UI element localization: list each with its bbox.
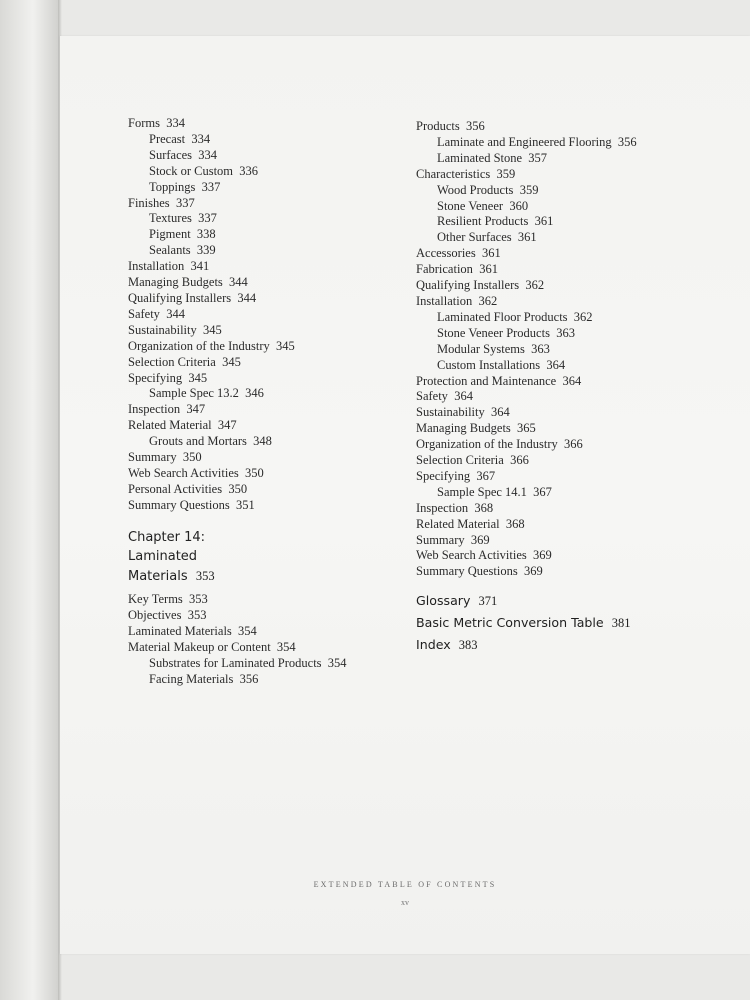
toc-entry-page: 365: [517, 421, 536, 436]
toc-entry: [128, 592, 408, 608]
toc-entry-page: 348: [253, 434, 272, 449]
toc-entry-title: Qualifying Installers: [128, 290, 232, 305]
toc-entry-page: 356: [466, 119, 485, 133]
toc-entry-title: Facing Materials: [149, 671, 234, 686]
toc-entry-page: 350: [228, 481, 248, 496]
toc-entry-page: 363: [531, 341, 550, 356]
toc-subentry: [416, 326, 716, 342]
toc-left-list: [128, 116, 408, 514]
toc-subentry: [416, 199, 716, 215]
toc-entry-page: 369: [533, 548, 552, 563]
toc-entry-page: 339: [196, 243, 216, 258]
toc-entry: [416, 389, 716, 405]
toc-entry-page: 334: [191, 131, 211, 146]
toc-entry-title: Custom Installations: [437, 357, 541, 372]
toc-entry-page: 366: [564, 437, 583, 452]
toc-entry: [416, 453, 716, 469]
toc-entry-title: Precast: [149, 131, 186, 146]
chapter-14-list: [128, 592, 408, 687]
toc-entry-page: 344: [229, 275, 248, 290]
toc-entry: [128, 291, 408, 307]
toc-entry: [416, 421, 716, 437]
toc-entry-title: Selection Criteria: [416, 453, 504, 468]
toc-entry-page: 362: [478, 293, 498, 308]
toc-entry-title: Modular Systems: [437, 341, 525, 356]
toc-entry-title: Installation: [128, 259, 185, 274]
toc-entry-title: Material Makeup or Content: [128, 639, 271, 654]
toc-entry: [128, 640, 408, 656]
toc-subentry: [416, 214, 716, 230]
toc-subentry: [128, 243, 408, 259]
toc-entry-page: 357: [528, 150, 548, 165]
toc-entry-title: Glossary: [416, 593, 471, 609]
toc-entry-title: Specifying: [416, 468, 471, 483]
toc-entry-title: Inspection: [416, 500, 469, 515]
toc-entry-page: 363: [556, 325, 575, 340]
toc-entry-page: 364: [454, 389, 473, 404]
chapter-title-line-1: Laminated: [128, 549, 198, 565]
toc-entry-page: 361: [534, 214, 554, 229]
toc-entry-page: 360: [509, 198, 529, 213]
toc-entry-page: 367: [533, 484, 552, 499]
toc-entry-page: 354: [238, 623, 257, 638]
toc-entry: [416, 469, 716, 485]
toc-entry: [128, 402, 408, 418]
toc-subentry: [128, 434, 408, 450]
toc-entry-page: 381: [611, 616, 631, 631]
toc-entry: [416, 246, 716, 262]
toc-entry-title: Stock or Custom: [149, 163, 234, 178]
toc-entry-page: 334: [198, 147, 218, 162]
toc-entry-title: Textures: [149, 211, 192, 226]
toc-entry-page: 361: [517, 230, 537, 245]
toc-entry-page: 345: [276, 338, 295, 353]
toc-entry-title: Forms: [128, 116, 160, 130]
toc-entry-page: 364: [546, 357, 566, 372]
toc-entry-page: 337: [175, 195, 195, 210]
toc-entry-page: 359: [519, 182, 539, 197]
toc-entry-title: Laminated Stone: [437, 150, 523, 165]
toc-entry-title: Summary Questions: [416, 564, 518, 579]
toc-entry-page: 371: [478, 594, 498, 609]
toc-entry-title: Accessories: [416, 246, 476, 261]
toc-entry-page: 368: [474, 500, 494, 515]
toc-entry-title: Inspection: [128, 402, 181, 417]
toc-entry: [416, 517, 716, 533]
toc-entry-page: 356: [617, 134, 637, 149]
toc-entry: [128, 259, 408, 275]
toc-entry-page: 368: [505, 516, 525, 531]
toc-subentry: [128, 211, 408, 227]
chapter-title-line-2: Materials 353: [128, 568, 215, 584]
toc-entry-title: Specifying: [128, 370, 183, 385]
toc-entry-page: 347: [217, 418, 237, 433]
toc-subentry: [128, 656, 408, 672]
toc-entry-title: Safety: [128, 306, 160, 321]
toc-entry-page: 345: [222, 354, 241, 369]
toc-entry-title: Sustainability: [128, 322, 197, 337]
toc-entry: [128, 418, 408, 434]
toc-entry-page: 344: [237, 290, 257, 305]
toc-entry: [416, 590, 716, 612]
toc-entry: [416, 612, 716, 634]
toc-entry-page: 383: [458, 638, 478, 653]
toc-entry-page: 364: [491, 405, 510, 420]
toc-entry-title: Qualifying Installers: [416, 278, 520, 293]
toc-entry-title: Summary: [128, 450, 177, 465]
toc-entry-title: Safety: [416, 389, 448, 404]
toc-entry-title: Summary: [416, 532, 465, 547]
toc-entry: [128, 482, 408, 498]
toc-entry-title: Toppings: [149, 179, 196, 194]
toc-entry: [128, 608, 408, 624]
toc-entry: [128, 323, 408, 339]
back-matter-list: [416, 590, 716, 656]
toc-entry: [128, 307, 408, 323]
toc-entry-title: Personal Activities: [128, 481, 223, 496]
toc-entry-page: 345: [203, 322, 222, 337]
toc-subentry: [416, 485, 716, 501]
toc-entry-page: 345: [188, 370, 208, 385]
toc-entry-page: 367: [476, 468, 496, 483]
chapter-number: Chapter 14:: [128, 529, 206, 545]
toc-entry-title: Organization of the Industry: [416, 437, 558, 452]
toc-entry-title: Laminate and Engineered Flooring: [437, 134, 612, 149]
toc-entry-page: 359: [496, 166, 516, 181]
toc-subentry: [416, 151, 716, 167]
book-page: [60, 36, 750, 954]
toc-entry: [128, 624, 408, 640]
toc-entry: [416, 119, 716, 135]
toc-entry: [416, 501, 716, 517]
toc-entry: [416, 167, 716, 183]
toc-entry-title: Fabrication: [416, 262, 473, 277]
toc-entry-title: Managing Budgets: [128, 275, 223, 290]
toc-entry: [128, 498, 408, 514]
page-number: xv: [401, 898, 409, 907]
toc-entry: [416, 564, 716, 580]
toc-entry-page: 369: [523, 564, 543, 579]
toc-entry: [128, 339, 408, 355]
toc-subentry: [128, 672, 408, 688]
toc-entry-title: Laminated Materials: [128, 623, 232, 638]
toc-entry-page: 361: [479, 262, 498, 277]
toc-entry: [128, 355, 408, 371]
toc-entry-title: Key Terms: [128, 592, 183, 607]
toc-entry-title: Characteristics: [416, 166, 491, 181]
toc-left-column: [128, 116, 408, 688]
toc-entry-page: 337: [198, 211, 217, 226]
toc-entry: [128, 450, 408, 466]
toc-entry-title: Wood Products: [437, 182, 514, 197]
toc-entry-title: Managing Budgets: [416, 421, 511, 436]
running-footer-title: EXTENDED TABLE OF CONTENTS: [313, 880, 497, 889]
toc-entry: [128, 116, 408, 132]
toc-entry-title: Pigment: [149, 227, 191, 242]
toc-entry-page: 364: [562, 373, 582, 388]
toc-entry-title: Related Material: [416, 516, 500, 531]
chapter-page: 353: [195, 568, 215, 583]
toc-entry-page: 337: [201, 179, 221, 194]
toc-entry-title: Stone Veneer: [437, 198, 504, 213]
toc-entry: [416, 437, 716, 453]
toc-entry: [416, 548, 716, 564]
toc-entry-page: 341: [190, 259, 210, 274]
toc-entry: [416, 278, 716, 294]
toc-subentry: [128, 180, 408, 196]
toc-entry-page: 338: [196, 227, 216, 242]
toc-entry: [416, 533, 716, 549]
toc-entry: [128, 275, 408, 291]
toc-entry-page: 350: [182, 450, 202, 465]
toc-entry-title: Organization of the Industry: [128, 338, 270, 353]
toc-entry-title: Substrates for Laminated Products: [149, 655, 322, 670]
toc-entry-page: 354: [327, 655, 347, 670]
toc-entry-title: Laminated Floor Products: [437, 309, 568, 324]
toc-entry-title: Selection Criteria: [128, 354, 216, 369]
toc-entry-title: Other Surfaces: [437, 230, 512, 245]
toc-entry-page: 354: [276, 639, 296, 654]
toc-entry-page: 347: [186, 402, 206, 417]
toc-entry-page: 353: [189, 592, 208, 607]
toc-entry-title: Surfaces: [149, 147, 193, 162]
toc-subentry: [416, 230, 716, 246]
chapter-heading: [128, 528, 408, 587]
toc-entry: [416, 634, 716, 656]
toc-subentry: [128, 164, 408, 180]
toc-entry-title: Resilient Products: [437, 214, 529, 229]
toc-right-column: [416, 119, 716, 656]
toc-entry-title: Related Material: [128, 418, 212, 433]
toc-entry-page: 361: [481, 246, 501, 261]
toc-entry: [128, 466, 408, 482]
toc-entry-title: Grouts and Mortars: [149, 434, 247, 449]
toc-entry-title: Sample Spec 13.2: [149, 386, 239, 401]
toc-entry-page: 366: [510, 453, 529, 468]
toc-entry-title: Sustainability: [416, 405, 485, 420]
toc-entry-page: 369: [470, 532, 490, 547]
toc-entry-title: Installation: [416, 293, 473, 308]
toc-entry-page: 346: [245, 386, 264, 401]
toc-entry-page: 362: [525, 278, 545, 293]
toc-entry-title: Protection and Maintenance: [416, 373, 557, 388]
toc-entry-title: Objectives: [128, 608, 182, 623]
toc-entry-page: 334: [166, 116, 185, 130]
toc-subentry: [128, 227, 408, 243]
toc-entry-page: 336: [239, 163, 259, 178]
toc-subentry: [416, 310, 716, 326]
toc-subentry: [128, 132, 408, 148]
toc-entry-page: 344: [166, 306, 185, 321]
toc-entry-page: 351: [235, 497, 255, 512]
spacer: [416, 580, 716, 590]
toc-subentry: [416, 342, 716, 358]
toc-entry-title: Stone Veneer Products: [437, 325, 550, 340]
toc-entry-title: Summary Questions: [128, 497, 230, 512]
toc-entry-title: Index: [416, 637, 451, 653]
toc-entry-page: 353: [187, 608, 207, 623]
toc-entry: [128, 371, 408, 387]
toc-entry-title: Finishes: [128, 195, 170, 210]
toc-entry-title: Sample Spec 14.1: [437, 484, 527, 499]
toc-entry-title: Products: [416, 119, 460, 133]
toc-entry-title: Web Search Activities: [416, 548, 527, 563]
toc-entry: [128, 196, 408, 212]
toc-entry: [416, 374, 716, 390]
toc-subentry: [128, 148, 408, 164]
toc-entry: [416, 294, 716, 310]
toc-entry-title: Sealants: [149, 243, 191, 258]
toc-subentry: [128, 386, 408, 402]
toc-subentry: [416, 183, 716, 199]
book-spine-shadow: [0, 0, 60, 1000]
toc-entry-page: 350: [245, 465, 264, 480]
toc-entry-title: Basic Metric Conversion Table: [416, 615, 604, 631]
toc-right-list: [416, 119, 716, 580]
toc-entry: [416, 262, 716, 278]
toc-entry-page: 362: [573, 309, 593, 324]
toc-entry: [416, 405, 716, 421]
toc-entry-title: Web Search Activities: [128, 465, 239, 480]
toc-subentry: [416, 358, 716, 374]
toc-subentry: [416, 135, 716, 151]
toc-entry-page: 356: [239, 671, 259, 686]
